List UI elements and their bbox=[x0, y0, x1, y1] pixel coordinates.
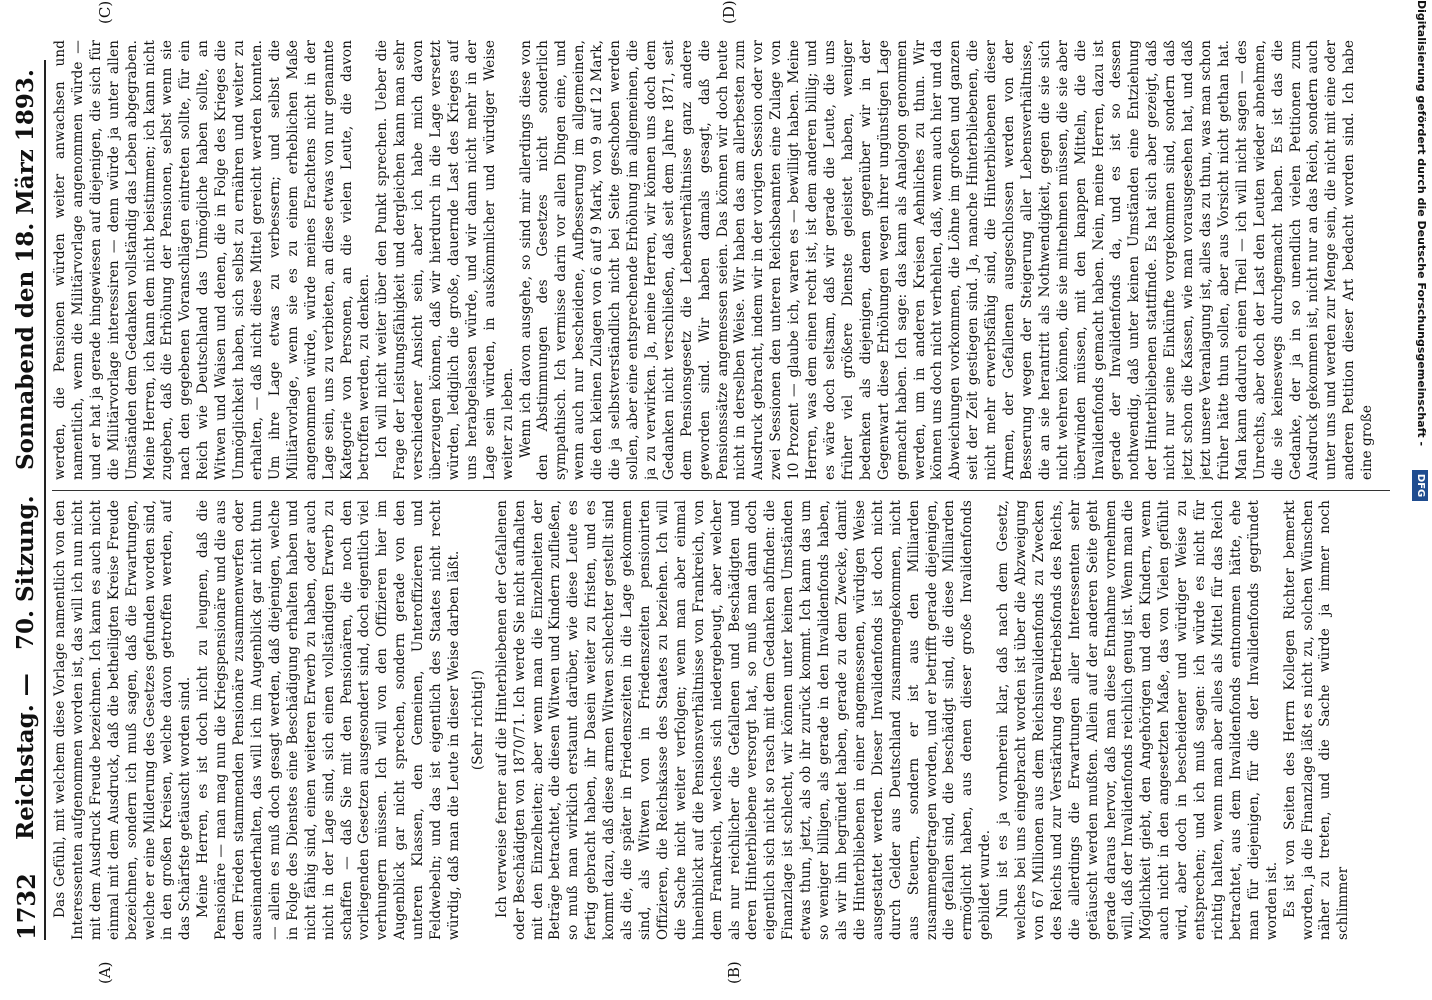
left-column bbox=[52, 500, 1394, 940]
header-rule bbox=[44, 60, 46, 940]
margin-marker-c: (C) bbox=[96, 0, 114, 24]
column-divider bbox=[52, 490, 1390, 491]
paragraph: Wenn ich davon ausgehe, so sind mir allerdings diese von den Abstimmungen des Gesetzes nicht sonderlich sympathisch. Ich vermisse darin vor allen Dingen eine, und wenn auch nur bescheidene, Aufbesserung im allgemeinen, die den kleinen Zulagen von 6 auf 9 Mark, von 9 auf 12 Mark, die ja selbstverständlich nicht bei Seite geschoben werden sollen, aber eine entsprechende Erhöhung im allgemeinen, die ja zu verwirken. Ja, meine Herren, wir können uns doch dem Gedanken nicht verschließen, daß seit dem Jahre 1871, seit dem Pensionsgesetz die Lebensverhältnisse ganz andere geworden sind. Wir haben damals gesagt, daß die Pensionssätze angemessen seien. Das können wir doch heute nicht in derselben Weise. Wir haben das am allerbesten zum Ausdruck gebracht, indem wir in der vorigen Session oder vor zwei Sessionen den unteren Reichsbeamten eine Zulage von 10 Prozent — glaube ich, waren es — bewilligt haben. Meine Herren, was dem einen recht ist, ist dem anderen billig; und es wäre doch seltsam, daß wir gerade die Leute, die uns früher viel größere Dienste geleistet haben, weniger bedenken als diejenigen, denen gegenüber wir in der Gegenwart diese Erhöhungen wegen ihrer ungünstigen Lage gemacht haben. Ich sage: das kann als Analogon genommen werden, um in anderen Kreisen Aehnliches zu thun. Wir können uns doch nicht verhehlen, daß, wenn auch hier und da Abweichungen vorkommen, die Löhne im großen und ganzen seit der Zeit gestiegen sind. Ja, manche Hinterbliebenen, die nicht mehr erwerbsfähig sind, die Hinterbliebenen dieser Armen, der Gefallenen ausgeschlossen werden von der Besserung wegen der Steigerung aller Lebensverhältnisse, die an sie herantritt als Nothwendigkeit, gegen die sie sich nicht wehren können, die sie mitnehmen müssen, die sie aber überwinden müssen, mit den knappen Mitteln, die die Invalidenfonds gemacht haben. Nein, meine Herren, dazu ist gerade der Invalidenfonds da, und es ist so dessen nothwendig, daß unter keinen Umständen eine Entziehung der Hinterbliebenen stattfinde. Es hat sich aber gezeigt, daß nicht nur seine Einkünfte vorgekommen sind, sondern daß jetzt schon die Kassen, wie man vorausgesehen hat, und daß jetzt unsere Veranlagung ist, alles das zu thun, was man schon früher hätte thun sollen, aber aus Vorsicht nicht gethan hat. Man kann dadurch einen Theil — ich will nicht sagen — des Unrechts, aber doch der Last den Leuten wieder abnehmen, die sie keineswegs durchgemacht haben. Es ist das die Gedanke, der ja in so unendlich vielen Petitionen zum Ausdruck gekommen ist, nicht nur an das Reich, sondern auch unter uns und werden zur Menge sein, die nicht mit eine oder anderen Petition dieser Art bedacht worden sind. Ich habe eine große bbox=[517, 40, 1376, 480]
paragraph: Meine Herren, es ist doch nicht zu leugnen, daß die Pensionäre — man mag nun die Kriegspensionäre und die aus dem Frieden stammenden Pensionäre zusammenwerfen oder auseinanderhalten, das will ich im Augenblick gar nicht thun — allein es muß doch gesagt werden, daß diejenigen, welche in Folge des Dienstes eine Beschädigung erhalten haben und nicht fähig sind, einen weiteren Erwerb zu haben, oder auch nicht in der Lage sind, sich einen vollständigen Erwerb zu schaffen — daß Sie mit den Pensionären, die noch den vorliegenden Gesetzen ausgesondert sind, doch eigentlich viel verhungern müssen. Ich will von den Offizieren hier im Augenblick gar nicht sprechen, sondern gerade von den unteren Klassen, den Gemeinen, Unteroffizieren und Feldwebeln; und das ist eigentlich des Staates nicht recht würdig, daß man die Leute in dieser Weise darben läßt. bbox=[195, 500, 462, 940]
paragraph: werden, die Pensionen würden weiter anwachsen und namentlich, wenn die Militärvorlage angenommen würde — und er hat ja gerade hingewiesen auf diejenigen, die sich für die Militärvorlage interessiren — denn würde ja unter allen Umständen dem Gedanken vollständig das Leben abgegraben. Meine Herren, ich kann dem nicht beistimmen; ich kann nicht zugeben, daß die Erhöhung der Pensionen, selbst wenn sie nach den gegebenen Voranschlägen eintreten sollte, für ein Reich wie Deutschland das Unmögliche haben sollte, an Witwen und Waisen und denen, die in Folge des Krieges die Unmöglichkeit haben, sich selbst zu ernähren und weiter zu erhalten, — daß nicht diese Mittel gereicht werden konnten. Um ihre Lage etwas zu verbessern; und selbst die Militärvorlage, wenn sie es zu einem erheblichen Maße angenommen würde, würde meines Erachtens nicht in der Lage sein, uns zu verbieten, an diese etwas von nur genannte Kategorie von Personen, an die vielen Leute, die davon betroffen werden, zu denken. bbox=[52, 40, 373, 480]
digitization-note bbox=[1410, 0, 1432, 1000]
right-column bbox=[52, 40, 1394, 480]
paragraph: Ich verweise ferner auf die Hinterbliebenen der Gefallenen oder Beschädigten von 1870/71. Ich werde Sie nicht aufhalten mit den Einzelheiten; aber wenn man die Einzelheiten der Beträge betrachtet, die diesen Witwen und Kindern zufließen, so muß man wirklich erstaunt darüber, wie diese Leute es fertig gebracht haben, ihr Dasein weiter zu fristen, und es kommt dazu, daß diese armen Witwen schlechter gestellt sind als die, die später in Friedenszeiten in die Lage gekommen sind, als Witwen von in Friedenszeiten pensionirten Offizieren, die Reichskasse des Staates zu beziehen. Ich will die Sache nicht weiter verfolgen; wenn man aber einmal hineinblickt auf die Pensionsverhältnisse von Frankreich, von dem Frankreich, welches sich niedergebeugt, aber welcher als nur reichlicher die Gefallenen und Beschädigten und deren Hinterbliebene versorgt hat, so muß man dann doch eigentlich sich nicht so rasch mit dem Gedanken abfinden: die Finanzlage ist schlecht, wir können unter keinen Umständen etwas thun, jetzt, als ob ihr zurück kommt. Ich kann das um so weniger billigen, als gerade in den Invalidenfonds haben, als wir ihn begründet haben, gerade zu dem Zwecke, damit die Hinterbliebenen in einer angemessenen, würdigen Weise ausgestattet werden. Dieser Invalidenfonds ist doch nicht durch Gelder aus Deutschland zusammengekommen, nicht aus Steuern, sondern er ist aus den Milliarden zusammengetragen worden, und er betrifft gerade diejenigen, die gefallen sind, die beschädigt sind, die diese Milliarden ermöglicht haben, aus denen dieser große Invalidenfonds gebildet wurde. bbox=[493, 500, 994, 940]
interjection: (Sehr richtig!) bbox=[469, 669, 486, 771]
paragraph: Das Gefühl, mit welchem diese Vorlage namentlich von den Interessenten aufgenommen worden ist, das will ich nun nicht mit dem Ausdruck Freude bezeichnen. Ich kann es auch nicht einmal mit dem Ausdruck, daß die betheiligten Kreise Freude bezeichnen, sondern ich muß sagen, daß die Erwartungen, welche er eine Milderung des Gesetzes gefunden worden sind, in den großen Kreisen, welche davon getroffen werden, auf das Schärfste getäuscht worden sind. bbox=[52, 500, 194, 940]
digitization-text: Digitalisierung gefördert durch die Deutsche Forschungsgemeinschaft - bbox=[1415, 0, 1428, 447]
paragraph: Ich will nicht weiter über den Punkt sprechen. Ueber die Frage der Leistungsfähigkeit und dergleichen kann man sehr verschiedener Ansicht sein, aber ich habe mich davon überzeugen können, daß wir hierdurch in die Lage versetzt würden, lediglich die große, dauernde Last des Krieges auf uns herabgelassen würde, und wir dann nicht mehr in der Lage sein würden, in auskömmlicher und würdiger Weise weiter zu leben. bbox=[374, 40, 516, 480]
margin-marker-a: (A) bbox=[96, 961, 114, 984]
page-header bbox=[6, 60, 42, 940]
margin-marker-b: (B) bbox=[725, 961, 743, 984]
margin-marker-d: (D) bbox=[720, 0, 738, 24]
header-session: 70. Sitzung. bbox=[12, 495, 39, 650]
paragraph: Nun ist es ja vornherein klar, daß nach dem Gesetz, welches bei uns eingebracht worden ist über die Abzweigung von 67 Millionen aus dem Reichsinvalidenfonds zu Zwecken des Reichs und zur Verstärkung des Betriebsfonds des Reichs, die allerdings die Erwartungen aller Interessenten sehr getäuscht werden mußten. Allein auf der anderen Seite geht gerade daraus hervor, daß man diese Entnahme vornehmen will, daß der Invalidenfonds reichlich genug ist. Wenn man die Möglichkeit giebt, den Angehörigen und den Kindern, wenn auch nicht in den angesetzten Maße, das von Vielen gefühlt wird, aber doch in bescheidener und würdiger Weise zu entsprechen; und ich muß sagen: ich würde es nicht für richtig halten, wenn man aber alles als Mittel für das Reich betrachtet, aus dem Invalidenfonds entnommen hätte, ehe man für diejenigen, für die der Invalidenfonds gegründet worden ist. bbox=[995, 500, 1280, 940]
header-source: Reichstag. — bbox=[12, 673, 39, 840]
dfg-logo: DFG bbox=[1412, 470, 1428, 501]
header-date: Sonnabend den 18. März 1893. bbox=[12, 69, 39, 470]
paragraph: Es ist von Seiten des Herrn Kollegen Richter bemerkt worden, ja die Finanzlage läßt es nicht zu, solchen Wünschen näher zu treten, und die Sache würde ja immer noch schlimmer bbox=[1281, 500, 1352, 940]
page-number: 1732 bbox=[12, 873, 41, 940]
